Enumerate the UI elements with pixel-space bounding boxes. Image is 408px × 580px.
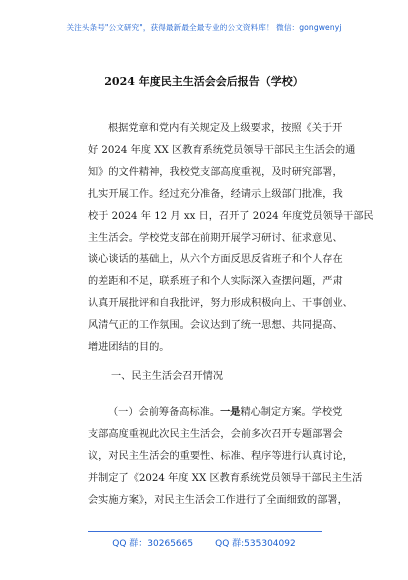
paragraph-line: 好 2024 年度 XX 区教育系统党员领导干部民主生活会的通 [88,144,356,156]
paragraph-line: 议，对民主生活会的重要性、标准、程序等进行认真讨论， [88,450,353,462]
subsection-paragraph [88,402,363,512]
paragraph-line: 认真开展批评和自我批评，努力形成积极向上、干事创业、 [88,298,353,310]
footer-qq-group-1: QQ 群：30265665 [112,539,194,549]
paragraph-line: 谈心谈话的基础上，从六个方面反思反省班子和个人存在 [88,254,343,266]
bold-lead: 一是 [220,406,241,418]
subsection-label: （一）会前筹备高标准。 [108,407,221,418]
paragraph-line: 的差距和不足，联系班子和个人实际深入查摆问题，严肃 [88,276,343,288]
paragraph-line: 并制定了《2024 年度 XX 区教育系统党员领导干部民主生活 [88,472,363,484]
section-heading: 一、民主生活会召开情况 [111,371,224,382]
paragraph-line: 支部高度重视此次民主生活会，会前多次召开专题部署会 [88,428,343,440]
paragraph-line: 校于 2024 年 12 月 xx 日，召开了 2024 年度党员领导干部民 [88,210,374,222]
paragraph-line: 会实施方案》，对民主生活会工作进行了全面细致的部署， [88,494,348,506]
header-banner: 关注头条号"公文研究"，获得最新最全最专业的公文资料库！ 微信：gongwenyj [66,23,342,32]
footer [0,536,408,549]
paragraph-line: 根据党章和党内有关规定及上级要求，按照《关于开 [108,123,343,134]
document-title: 2024 年度民主生活会会后报告（学校） [104,75,304,88]
paragraph-line: 主生活会。学校党支部在前期开展学习研讨、征求意见、 [88,232,343,244]
paragraph-line: 风清气正的工作氛围。会议达到了统一思想、共同提高、 [88,320,343,332]
footer-divider [88,531,322,532]
paragraph-line [88,402,343,424]
paragraph-line: 扎实开展工作。经过充分准备，经请示上级部门批准，我 [88,188,343,200]
paragraph-line: 知》的文件精神，我校党支部高度重视，及时研究部署， [88,166,343,178]
intro-paragraph [88,118,374,359]
paragraph-line: 增进团结的目的。 [88,342,170,354]
footer-qq-group-2: QQ 群:535304092 [215,539,296,549]
paragraph-text: 精心制定方案。学校党 [240,407,343,418]
